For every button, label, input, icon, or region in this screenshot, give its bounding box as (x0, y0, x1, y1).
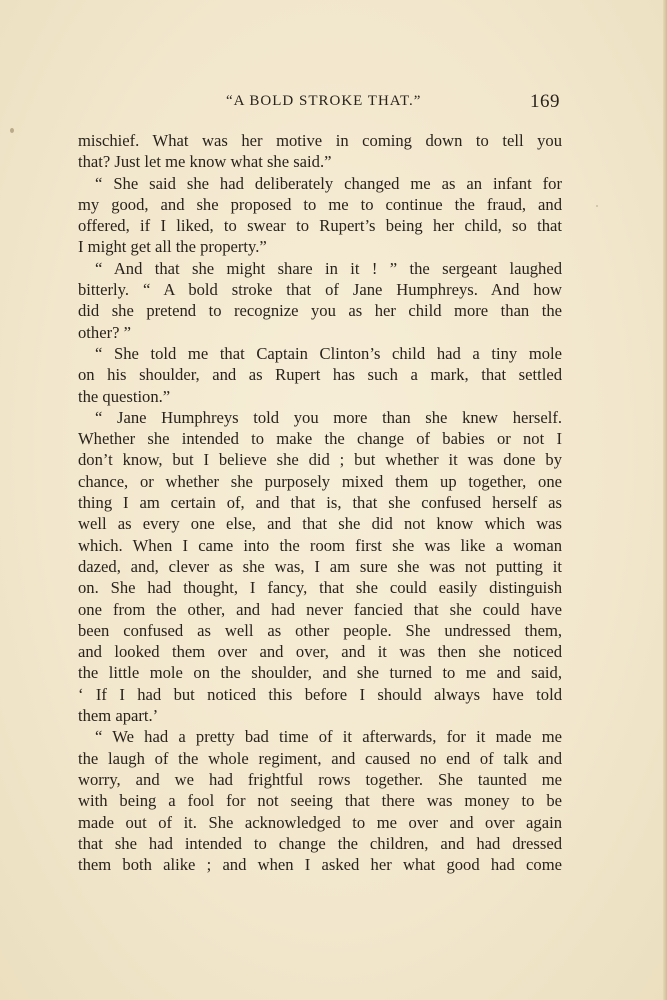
text-line: my good, and she proposed to me to continue the fraud, and (78, 194, 562, 214)
text-line: that? Just let me know what she said.” (78, 152, 332, 172)
text-line: made out of it. She acknowledged to me over and over again (78, 812, 562, 832)
text-line: “ She said she had deliberately changed me as an infant for (95, 173, 562, 193)
paper-speck (596, 205, 598, 207)
text-line: which. When I came into the room first she was like a woman (78, 535, 562, 555)
text-line: the laugh of the whole regiment, and caused no end of talk and (78, 748, 562, 768)
running-title: “A BOLD STROKE THAT.” (226, 93, 422, 109)
page-number: 169 (530, 91, 560, 112)
text-line: that she had intended to change the children, and had dressed (78, 833, 562, 853)
text-line: them apart.’ (78, 706, 159, 726)
text-body (78, 130, 562, 875)
text-line: thing I am certain of, and that is, that she confused herself as (78, 493, 562, 513)
text-line: on. She had thought, I fancy, that she could easily distinguish (78, 578, 562, 598)
page-edge (663, 0, 667, 1000)
text-line: did she pretend to recognize you as her child more than the (78, 301, 562, 321)
text-line: been confused as well as other people. She undressed them, (78, 620, 562, 640)
text-line: “ And that she might share in it ! ” the sergeant laughed (95, 258, 562, 278)
text-line: one from the other, and had never fancied that she could have (78, 599, 562, 619)
text-line: “ She told me that Captain Clinton’s child had a tiny mole (95, 343, 562, 363)
text-line: “ We had a pretty bad time of it afterwards, for it made me (95, 727, 562, 747)
text-line: offered, if I liked, to swear to Rupert’s being her child, so that (78, 216, 562, 236)
text-line: ‘ If I had but noticed this before I should always have told (78, 684, 562, 704)
text-line: well as every one else, and that she did not know which was (78, 514, 562, 534)
text-line: chance, or whether she purposely mixed them up together, one (78, 471, 562, 491)
text-line: Whether she intended to make the change of babies or not I (78, 429, 562, 449)
text-line: with being a fool for not seeing that there was money to be (78, 791, 562, 811)
text-line: other? ” (78, 322, 131, 342)
paper-speck (10, 128, 14, 133)
text-line: mischief. What was her motive in coming down to tell you (78, 131, 562, 150)
text-line: the little mole on the shoulder, and she turned to me and said, (78, 663, 562, 683)
text-line: don’t know, but I believe she did ; but whether it was done by (78, 450, 562, 470)
text-line: the question.” (78, 386, 171, 406)
running-head (78, 91, 562, 113)
text-line: I might get all the property.” (78, 237, 267, 257)
text-line: bitterly. “ A bold stroke that of Jane Humphreys. And how (78, 280, 562, 300)
text-line: “ Jane Humphreys told you more than she knew herself. (95, 407, 562, 427)
text-line: dazed, and, clever as she was, I am sure she was not putting it (78, 556, 562, 576)
text-line: them both alike ; and when I asked her what good had come (78, 855, 562, 875)
text-line: worry, and we had frightful rows together. She taunted me (78, 769, 562, 789)
text-line: on his shoulder, and as Rupert has such a mark, that settled (78, 365, 562, 385)
text-line: and looked them over and over, and it was then she noticed (78, 642, 562, 662)
